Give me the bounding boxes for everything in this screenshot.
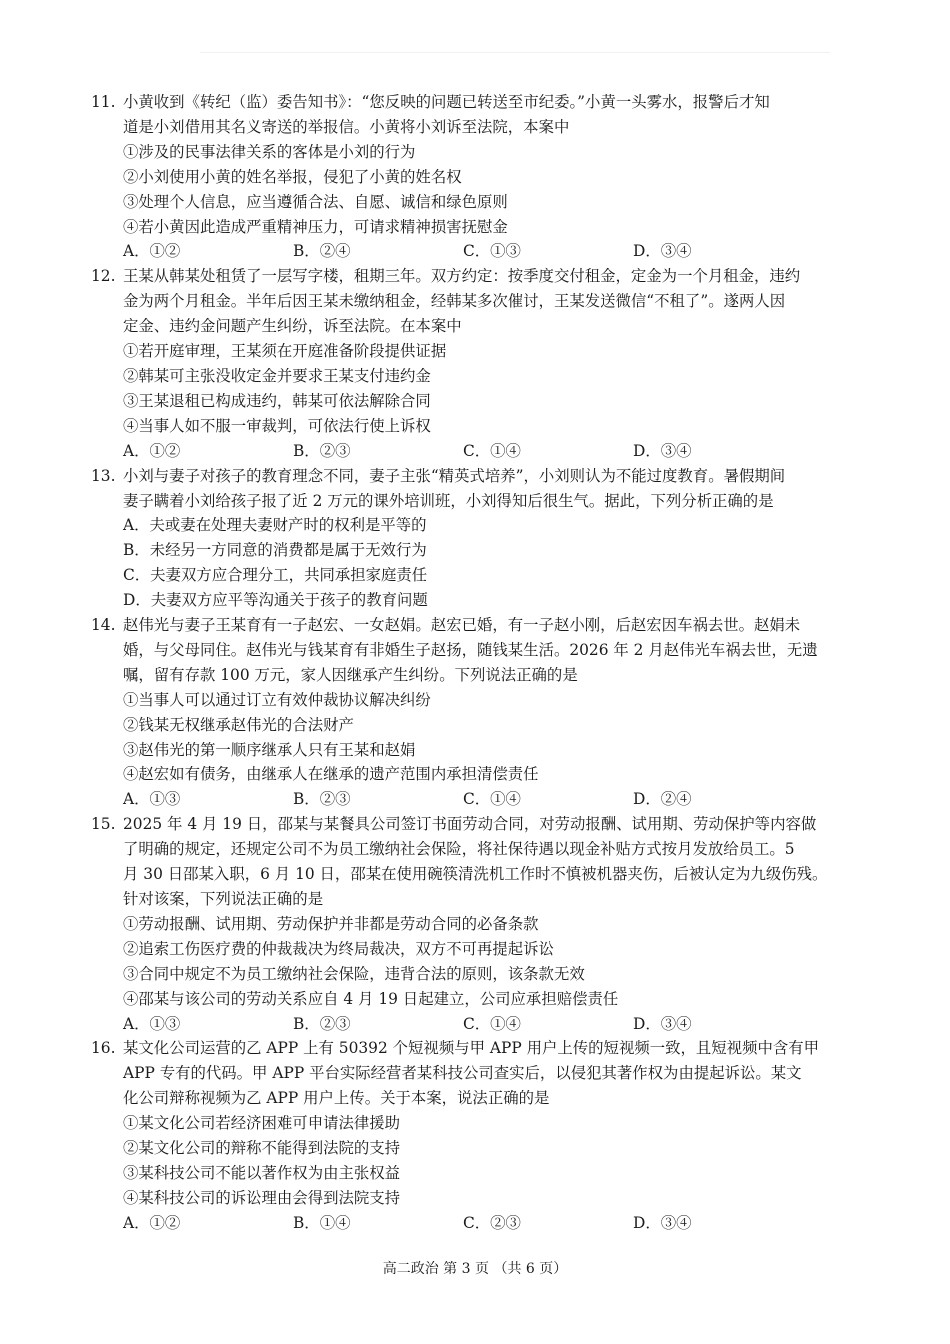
answer-option[interactable]: D．③④ (633, 1014, 692, 1033)
question-page (91, 90, 871, 1236)
stem-line: 2025 年 4 月 19 日，邵某与某餐具公司签订书面劳动合同，对劳动报酬、试用期、劳动保护等内容做 (123, 815, 817, 834)
stem-line: 某文化公司运营的乙 APP 上有 50392 个短视频与甲 APP 用户上传的短视频一致，且短视频中含有甲 (123, 1039, 820, 1058)
stem-line: 小刘与妻子对孩子的教育理念不同，妻子主张“精英式培养”，小刘则认为不能过度教育。暑假期间 (123, 466, 786, 485)
answer-options (91, 787, 871, 812)
question-stem (91, 464, 871, 489)
answer-option[interactable]: A．①③ (123, 1014, 181, 1033)
statement-item: ④当事人如不服一审裁判，可依法行使上诉权 (123, 416, 431, 435)
answer-option[interactable]: B．②③ (293, 441, 351, 460)
answer-option[interactable]: D．③④ (633, 441, 692, 460)
stem-line: 针对该案，下列说法正确的是 (123, 890, 324, 908)
statement-item: ③王某退租已构成违约，韩某可依法解除合同 (123, 391, 431, 410)
answer-option[interactable]: C．①④ (463, 790, 521, 809)
answer-options (91, 1211, 871, 1236)
stem-line: 定金、违约金问题产生纠纷，诉至法院。在本案中 (123, 317, 462, 336)
answer-option[interactable]: A．①② (123, 1213, 181, 1232)
statement-item: ③合同中规定不为员工缴纳社会保险，违背合法的原则，该条款无效 (123, 964, 585, 983)
question-number: 14. (91, 616, 116, 635)
statement-item: ②韩某可主张没收定金并要求王某支付违约金 (123, 366, 431, 385)
statement-item: D．夫妻双方应平等沟通关于孩子的教育问题 (123, 591, 428, 610)
answer-option[interactable]: B．①④ (293, 1213, 351, 1232)
stem-line: 金为两个月租金。半年后因王某未缴纳租金，经韩某多次催讨，王某发送微信“不租了”。遂两人因 (123, 292, 786, 311)
stem-line: 化公司辩称视频为乙 APP 用户上传。关于本案，说法正确的是 (123, 1089, 550, 1108)
statement-item: ①涉及的民事法律关系的客体是小刘的行为 (123, 142, 416, 161)
statement-item: ②追索工伤医疗费的仲裁裁决为终局裁决，双方不可再提起诉讼 (123, 939, 554, 958)
statement-item: ③处理个人信息，应当遵循合法、自愿、诚信和绿色原则 (123, 192, 508, 211)
answer-option[interactable]: D．②④ (633, 790, 692, 809)
stem-line: 小黄收到《转纪（监）委告知书》：“您反映的问题已转送至市纪委。”小黄一头雾水，报警后才知 (123, 93, 770, 111)
answer-option[interactable]: B．②③ (293, 1014, 351, 1033)
statement-item: A．夫或妻在处理夫妻财产时的权利是平等的 (123, 516, 427, 535)
answer-option[interactable]: D．③④ (633, 1213, 692, 1232)
answer-option[interactable]: C．①④ (463, 1014, 521, 1033)
stem-line: 了明确的规定，还规定公司不为员工缴纳社会保险，将社保待遇以现金补贴方式按月发放给员工。5 (123, 840, 795, 859)
statement-item: ④赵宏如有债务，由继承人在继承的遗产范围内承担清偿责任 (123, 765, 539, 784)
question-number: 15. (91, 815, 116, 834)
answer-option[interactable]: A．①② (123, 242, 181, 261)
question-number: 16. (91, 1039, 116, 1058)
question-stem (91, 1036, 871, 1061)
stem-line: 妻子瞒着小刘给孩子报了近 2 万元的课外培训班，小刘得知后很生气。据此，下列分析正确的是 (123, 491, 774, 510)
statement-item: ④某科技公司的诉讼理由会得到法院支持 (123, 1188, 401, 1207)
statement-item: ①若开庭审理，王某须在开庭准备阶段提供证据 (123, 342, 447, 361)
statement-item: ①劳动报酬、试用期、劳动保护并非都是劳动合同的必备条款 (123, 914, 539, 933)
statement-item: ①某文化公司若经济困难可申请法律援助 (123, 1114, 401, 1133)
question-stem (91, 264, 871, 289)
question-number: 12. (91, 267, 116, 286)
stem-line: 王某从韩某处租赁了一层写字楼，租期三年。双方约定：按季度交付租金，定金为一个月租金，违约 (123, 267, 801, 286)
statement-item: B．未经另一方同意的消费都是属于无效行为 (123, 541, 427, 560)
answer-options (91, 1012, 871, 1037)
question-12 (91, 264, 871, 463)
statement-item: ②某文化公司的辩称不能得到法院的支持 (123, 1139, 401, 1158)
statement-item: ①当事人可以通过订立有效仲裁协议解决纠纷 (123, 690, 431, 709)
question-15 (91, 812, 871, 1036)
header-rule (200, 52, 830, 53)
statement-item: ③赵伟光的第一顺序继承人只有王某和赵娟 (123, 740, 416, 759)
question-13 (91, 464, 871, 613)
stem-line: 道是小刘借用其名义寄送的举报信。小黄将小刘诉至法院，本案中 (123, 117, 570, 136)
answer-option[interactable]: D．③④ (633, 242, 692, 261)
stem-line: 婚，与父母同住。赵伟光与钱某育有非婚生子赵扬，随钱某生活。2026 年 2 月赵伟光车祸去世，无遗 (123, 640, 818, 659)
question-14 (91, 613, 871, 812)
page-footer: 高二政治 第 3 页 （共 6 页） (382, 1261, 568, 1277)
question-number: 13. (91, 466, 116, 485)
answer-option[interactable]: A．①② (123, 441, 181, 460)
stem-line: 赵伟光与妻子王某育有一子赵宏、一女赵娟。赵宏已婚，有一子赵小刚，后赵宏因车祸去世。赵娟未 (123, 616, 801, 635)
stem-line: 月 30 日邵某入职，6 月 10 日，邵某在使用碗筷清洗机工作时不慎被机器夹伤，后被认定为九级伤残。 (123, 865, 828, 884)
statement-item: ③某科技公司不能以著作权为由主张权益 (123, 1163, 401, 1182)
answer-options (91, 239, 871, 264)
statement-item: C．夫妻双方应合理分工，共同承担家庭责任 (123, 566, 428, 585)
stem-line: APP 专有的代码。甲 APP 平台实际经营者某科技公司查实后，以侵犯其著作权为由提起诉讼。某文 (123, 1064, 802, 1083)
statement-item: ④若小黄因此造成严重精神压力，可请求精神损害抚慰金 (123, 217, 508, 236)
answer-option[interactable]: C．②③ (463, 1213, 521, 1232)
question-stem (91, 812, 871, 837)
answer-option[interactable]: A．①③ (123, 790, 181, 809)
statement-item: ④邵某与该公司的劳动关系应自 4 月 19 日起建立，公司应承担赔偿责任 (123, 989, 619, 1008)
stem-line: 嘱，留有存款 100 万元，家人因继承产生纠纷。下列说法正确的是 (123, 665, 578, 684)
answer-option[interactable]: C．①③ (463, 242, 521, 261)
question-11 (91, 90, 871, 264)
question-16 (91, 1036, 871, 1235)
answer-option[interactable]: C．①④ (463, 441, 521, 460)
answer-options (91, 439, 871, 464)
statement-item: ②小刘使用小黄的姓名举报，侵犯了小黄的姓名权 (123, 167, 462, 186)
answer-option[interactable]: B．②③ (293, 790, 351, 809)
answer-option[interactable]: B．②④ (293, 242, 351, 261)
statement-item: ②钱某无权继承赵伟光的合法财产 (123, 715, 354, 734)
question-stem (91, 613, 871, 638)
question-number: 11. (91, 93, 116, 111)
question-stem (91, 90, 871, 115)
